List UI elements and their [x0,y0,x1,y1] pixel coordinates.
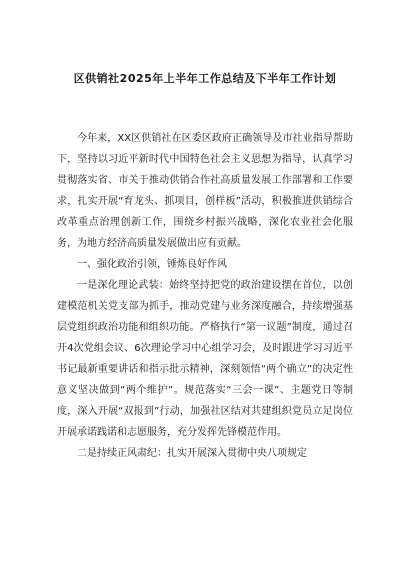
section-heading-1: 一、强化政治引领，锤炼良好作风 [77,259,227,270]
body-paragraph-1: 一是深化理论武装：始终坚持把党的政治建设摆在首位，以创建模范机关党支部为抓手，推动党建与业务深度融合，持续增强基层党组织政治功能和组织功能。严格执行“第一议题”制度，通过召开4次党组会议、6次理论学习中心组学习会，及时跟进学习习近平书记最新重要讲话和指示批示精神，深刻领悟“两个确立”的决定性意义坚决做到“两个维护”。规范落实“三会一课”、主题党日等制度，深入开展“双报到”行动，加强社区结对共建组织党员立足岗位开展承诺践诺和志愿服务，充分发挥先锋模范作用。 [57,280,353,438]
intro-paragraph: 今年来，XX区供销社在区委区政府正确领导及市社业指导帮助下，坚持以习近平新时代中国特色社会主义思想为指导，认真学习贯彻落实省、市关于推动供销合作社高质量发展工作部署和工作要求，扎实开展“育龙头、抓项目，创样板”活动，积极推进供销综合改革重点治理创新工作，围绕乡村振兴战略，深化农业社会化服务，为地方经济高质量发展做出应有贡献。 [57,133,353,249]
document-title: 区供销社2025年上半年工作总结及下半年工作计划 [73,72,337,85]
body-paragraph-2: 二是持续正风肃纪：扎实开展深入贯彻中央八项规定 [77,448,307,459]
